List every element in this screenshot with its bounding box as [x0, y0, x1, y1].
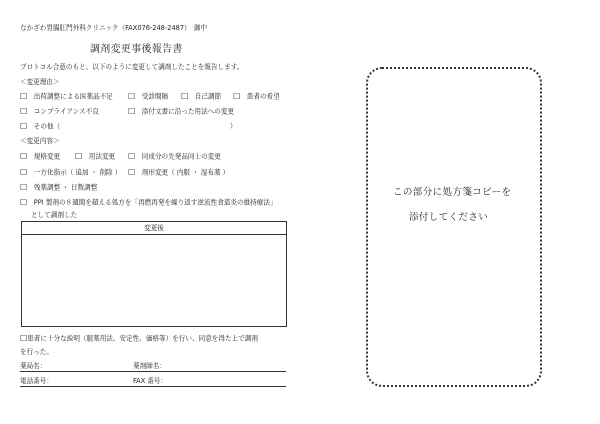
checkbox-icon: ☐ — [20, 334, 28, 343]
pharmacist-label: 薬剤師名： — [133, 362, 166, 370]
reason-item-other[interactable]: ☐ その他（ — [20, 122, 61, 131]
document-title: 調剤変更事後報告書 — [90, 44, 183, 55]
checkbox-icon: ☐ — [233, 92, 241, 101]
checkbox-icon: ☐ — [20, 122, 28, 131]
content-item-leftover[interactable]: ☐ 残薬調整 ・ 日数調整 — [20, 183, 98, 192]
checkbox-icon: ☐ — [128, 107, 136, 116]
content-item-unit-dose[interactable]: ☐ 一方化指示（ 追加 ・ 削除 ） — [20, 168, 122, 177]
checkbox-icon: ☐ — [128, 152, 136, 161]
intro-text: プロトコル合意のもと、以下のように変更して調剤したことを報告します。 — [20, 63, 244, 71]
checkbox-icon: ☐ — [20, 107, 28, 116]
reason-item-shortage[interactable]: ☐ 出荷調整による医薬品不足 — [20, 92, 113, 101]
prescription-paste-area — [366, 67, 542, 387]
after-change-table — [21, 221, 287, 327]
contact-underline — [20, 386, 286, 387]
checkbox-icon: ☐ — [128, 92, 136, 101]
checkbox-icon: ☐ — [20, 92, 28, 101]
checkbox-icon: ☐ — [181, 92, 189, 101]
paste-instruction-line2: 添付してください — [409, 212, 489, 223]
checkbox-icon: ☐ — [20, 152, 28, 161]
explanation-line2: を行った。 — [20, 348, 53, 356]
after-change-header: 変更後 — [22, 222, 286, 235]
reason-heading: ＜変更理由＞ — [20, 78, 60, 86]
reason-other-close: ） — [230, 122, 237, 130]
pharmacy-label: 薬局名： — [20, 362, 47, 370]
checkbox-icon: ☐ — [75, 152, 83, 161]
checkbox-icon: ☐ — [128, 168, 136, 177]
content-item-same-ingredient[interactable]: ☐ 同成分の先発品同士の変更 — [128, 152, 221, 161]
content-item-usage[interactable]: ☐ 用法変更 — [75, 152, 116, 161]
signature-underline — [20, 371, 286, 372]
reason-item-package-insert[interactable]: ☐ 添付文書に沿った用法への変更 — [128, 107, 235, 116]
explanation-line1[interactable]: ☐患者に十分な説明（服薬用法、安定性、価格等）を行い、同意を得た上で調剤 — [20, 334, 258, 343]
content-item-strength[interactable]: ☐ 規格変更 — [20, 152, 61, 161]
checkbox-icon: ☐ — [20, 168, 28, 177]
reason-item-compliance[interactable]: ☐ コンプライアンス不良 — [20, 107, 99, 116]
content-item-ppi[interactable]: ☐ PPI 製剤の８週間を超える処方を「再燃再発を繰り返す逆流性食道炎の維持療法」 — [20, 198, 277, 207]
content-item-ppi-cont: として調剤した — [31, 211, 78, 219]
content-heading: ＜変更内容＞ — [20, 137, 60, 145]
reason-item-self-adjust[interactable]: ☐ 自己調節 — [181, 92, 222, 101]
reason-item-patient-request[interactable]: ☐ 患者の希望 — [233, 92, 280, 101]
phone-label: 電話番号： — [20, 377, 53, 385]
clinic-header: なかざわ胃腸肛門外科クリニック（FAX076-248-2487） 御中 — [20, 24, 208, 32]
fax-label: FAX 番号： — [133, 377, 168, 385]
reason-item-interval[interactable]: ☐ 受診間隔 — [128, 92, 169, 101]
checkbox-icon: ☐ — [20, 198, 28, 207]
checkbox-icon: ☐ — [20, 183, 28, 192]
after-change-field[interactable] — [22, 235, 286, 328]
paste-instruction-line1: この部分に処方箋コピーを — [393, 187, 512, 198]
content-item-dosage-form[interactable]: ☐ 剤形変更（ 内服 ・ 湿布薬 ） — [128, 168, 230, 177]
